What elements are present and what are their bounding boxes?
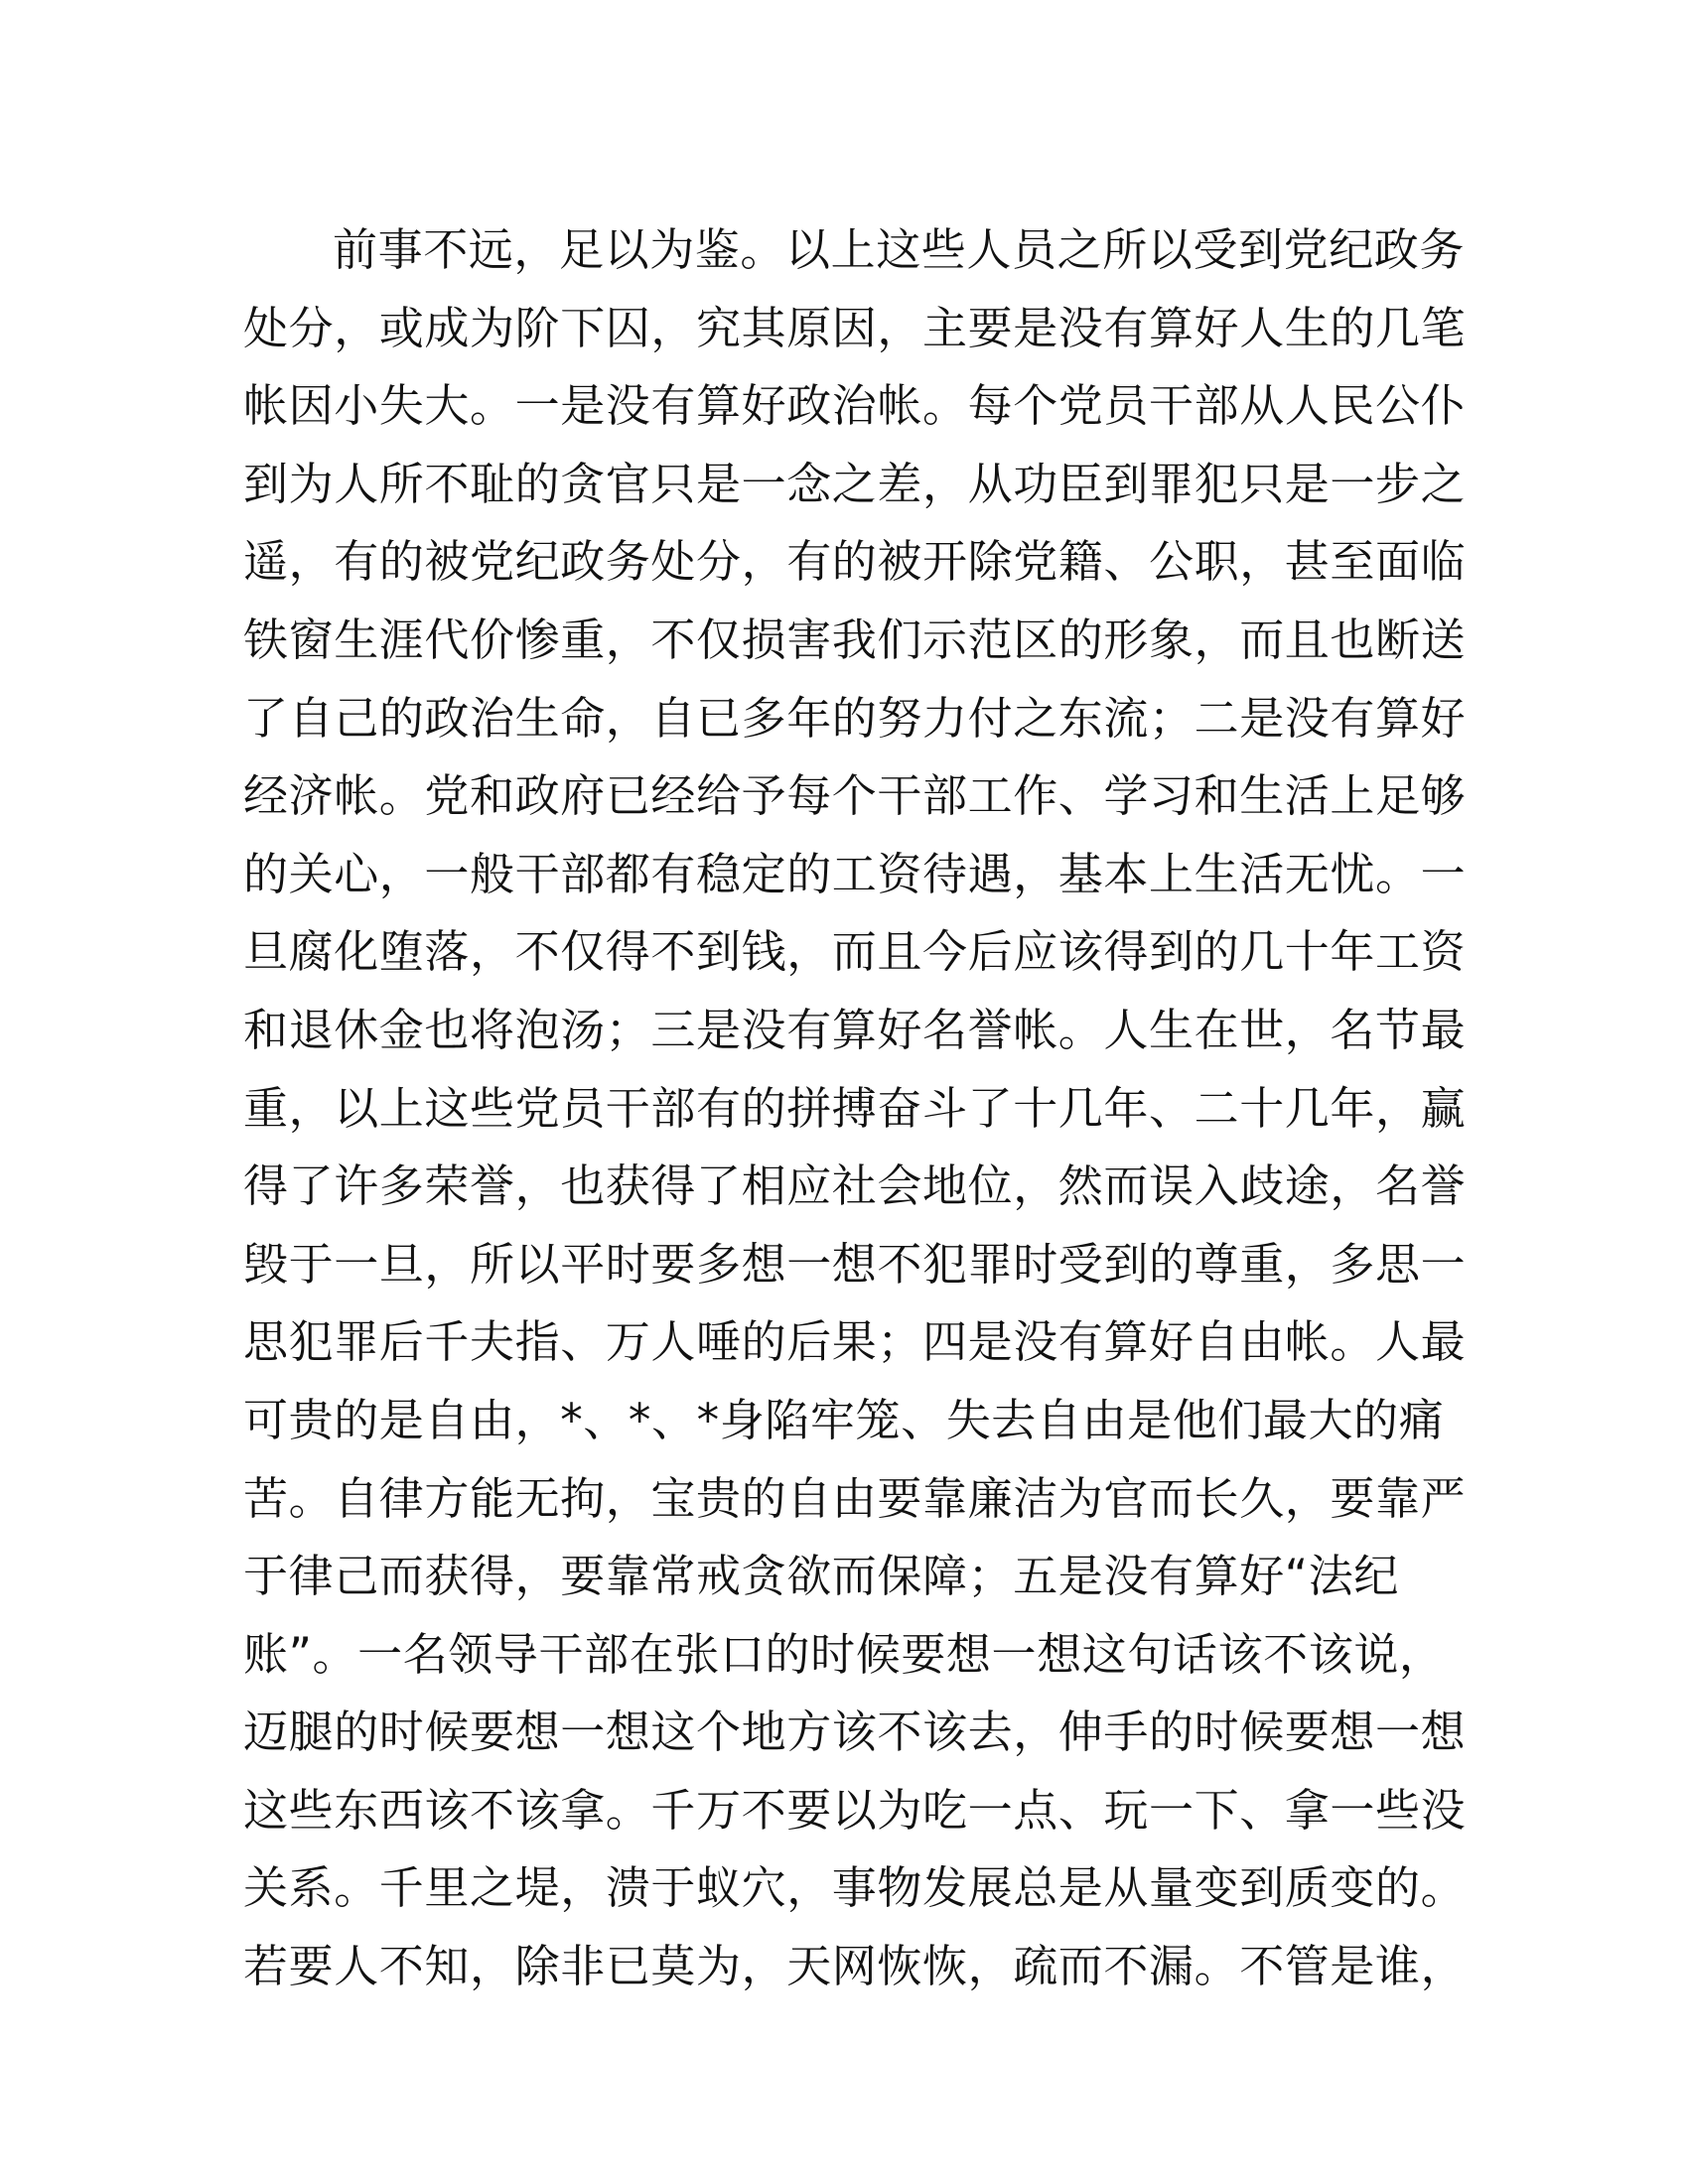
paragraph-line: 到为人所不耻的贪官只是一念之差，从功臣到罪犯只是一步之 — [243, 457, 1467, 510]
paragraph-line: 于律己而获得，要靠常戒贪欲而保障；五是没有算好“法纪 — [243, 1550, 1399, 1603]
paragraph-line: 可贵的是自由，*、*、*身陷牢笼、失去自由是他们最大的痛 — [243, 1393, 1445, 1446]
paragraph-line: 铁窗生涯代价惨重，不仅损害我们示范区的形象，而且也断送 — [243, 613, 1467, 666]
paragraph-line: 账”。一名领导干部在张口的时候要想一想这句话该不该说， — [243, 1627, 1445, 1681]
paragraph-line: 帐因小失大。一是没有算好政治帐。每个党员干部从人民公仆 — [243, 379, 1467, 433]
paragraph-line: 处分，或成为阶下囚，究其原因，主要是没有算好人生的几笔 — [243, 301, 1467, 354]
paragraph-line: 这些东西该不该拿。千万不要以为吃一点、玩一下、拿一些没 — [243, 1783, 1467, 1837]
paragraph-line: 了自己的政治生命，自已多年的努力付之东流；二是没有算好 — [243, 691, 1467, 745]
paragraph-line: 毁于一旦，所以平时要多想一想不犯罪时受到的尊重，多思一 — [243, 1237, 1467, 1291]
paragraph-line: 遥，有的被党纪政务处分，有的被开除党籍、公职，甚至面临 — [243, 535, 1467, 589]
paragraph-line: 和退休金也将泡汤；三是没有算好名誉帐。人生在世，名节最 — [243, 1003, 1467, 1056]
paragraph-line: 经济帐。党和政府已经给予每个干部工作、学习和生活上足够 — [243, 769, 1467, 823]
body-paragraph — [243, 211, 1467, 2006]
paragraph-line: 前事不远，足以为鉴。以上这些人员之所以受到党纪政务 — [333, 223, 1466, 276]
paragraph-line: 迈腿的时候要想一想这个地方该不该去，伸手的时候要想一想 — [243, 1706, 1467, 1759]
paragraph-line: 得了许多荣誉，也获得了相应社会地位，然而误入歧途，名誉 — [243, 1160, 1467, 1213]
paragraph-line: 重，以上这些党员干部有的拼搏奋斗了十几年、二十几年，赢 — [243, 1081, 1467, 1135]
paragraph-line: 关系。千里之堤，溃于蚁穴，事物发展总是从量变到质变的。 — [243, 1861, 1467, 1915]
paragraph-line: 思犯罪后千夫指、万人唾的后果；四是没有算好自由帐。人最 — [243, 1315, 1467, 1369]
paragraph-line: 旦腐化堕落，不仅得不到钱，而且今后应该得到的几十年工资 — [243, 925, 1467, 979]
paragraph-line: 若要人不知，除非已莫为，天网恢恢，疏而不漏。不管是谁， — [243, 1940, 1467, 1993]
paragraph-line: 苦。自律方能无拘，宝贵的自由要靠廉洁为官而长久，要靠严 — [243, 1471, 1467, 1525]
paragraph-line: 的关心，一般干部都有稳定的工资待遇，基本上生活无忧。一 — [243, 847, 1467, 900]
